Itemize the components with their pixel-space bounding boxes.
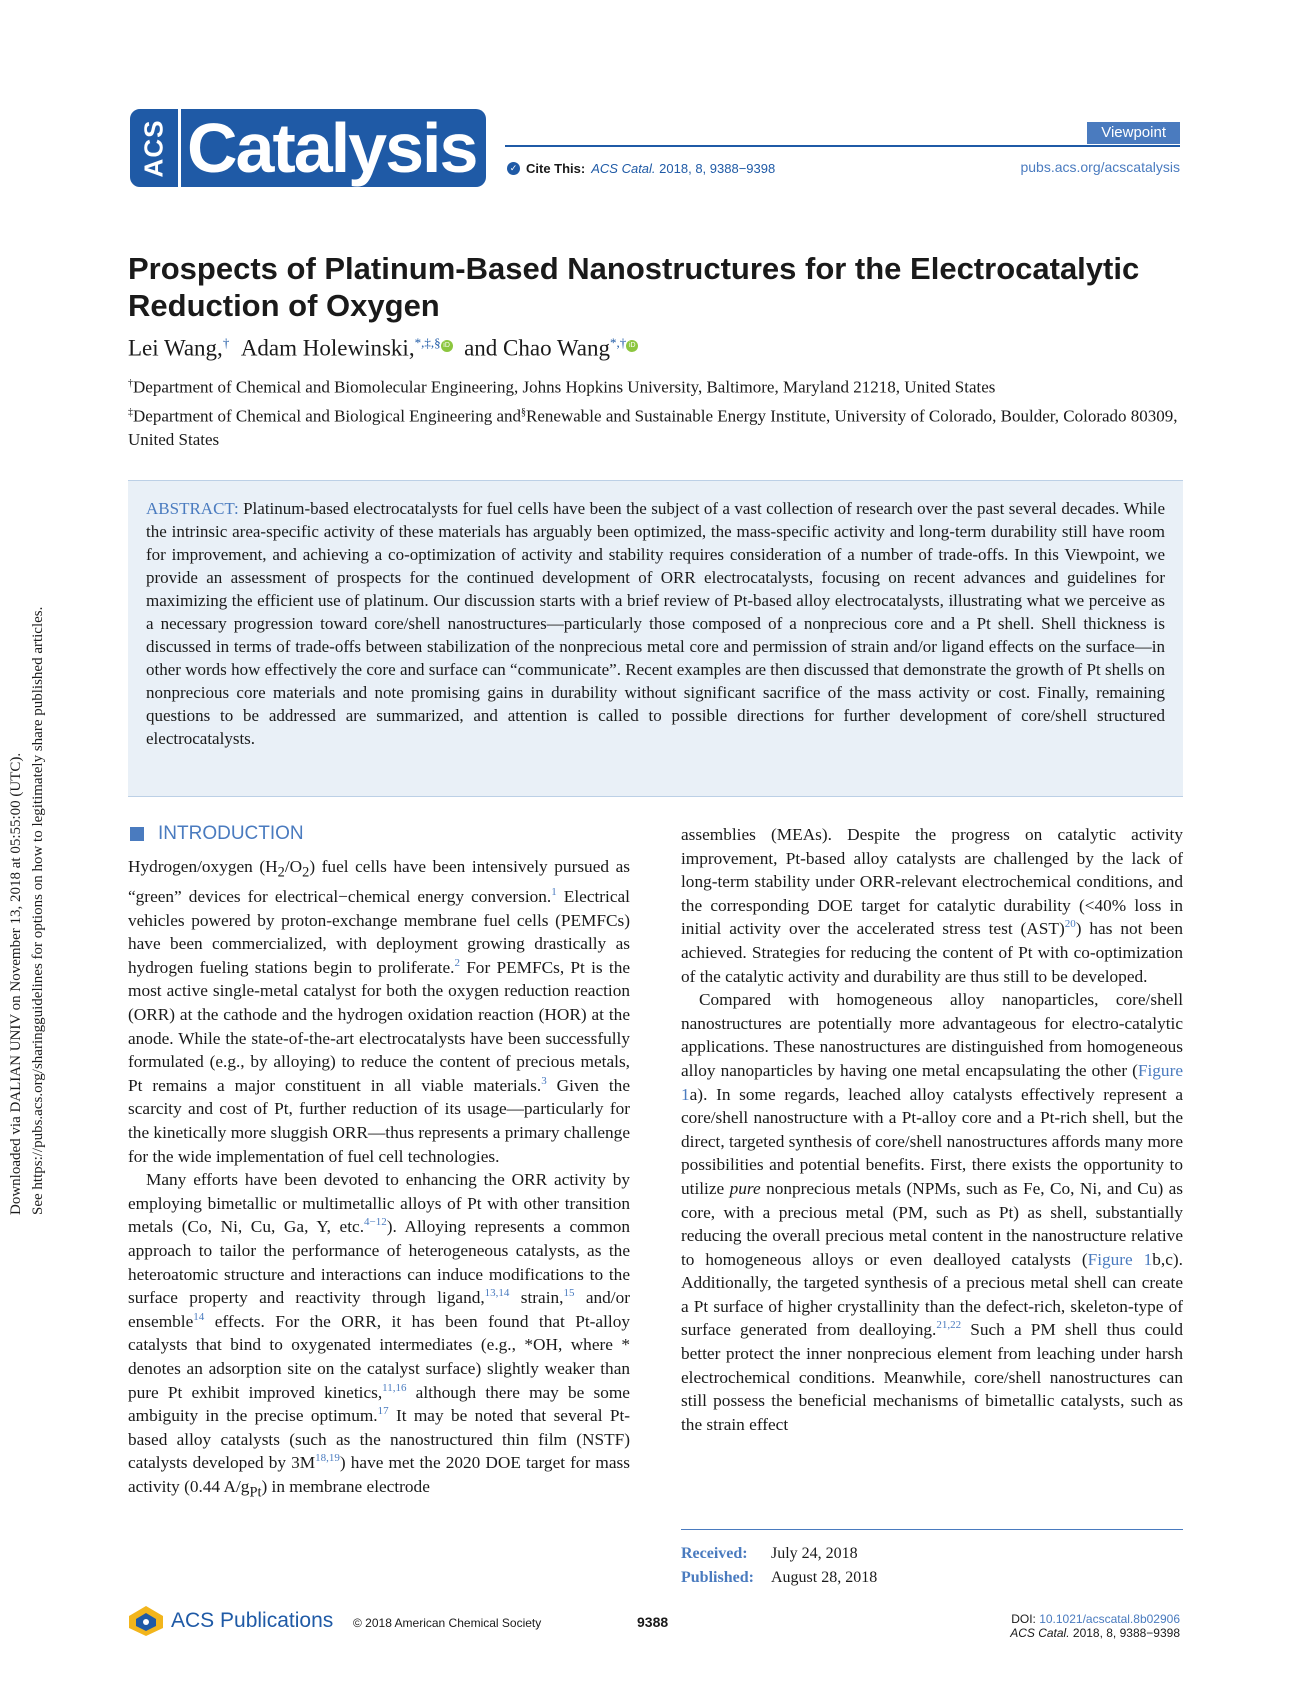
abstract-text	[146, 497, 1165, 750]
check-circle-icon: ✓	[507, 162, 520, 175]
history-divider	[681, 1529, 1183, 1530]
article-title: Prospects of Platinum-Based Nanostructures for the Electrocatalytic Reduction of Oxygen	[128, 251, 1140, 323]
paragraph: assemblies (MEAs). Despite the progress on catalytic activity improvement, Pt-based alloy catalysts are challenged by the lack of long-term stability under ORR-relevant electrochemical conditions, and the corresponding DOE target for catalytic durability (<40% loss in initial activity over the accelerated stress test (AST)$^{20}$) has not been achieved. Strategies for reducing the content of Pt with co-optimization of the catalytic activity and durability are thus still to be developed.	[681, 825, 1183, 986]
author-name: Adam Holewinski,	[240, 335, 415, 361]
citation-link[interactable]: 11,16	[382, 1381, 407, 1394]
citation-link[interactable]: 13,14	[484, 1287, 510, 1300]
section-heading: INTRODUCTION	[130, 823, 304, 845]
orcid-icon[interactable]: iD	[441, 340, 453, 352]
affiliation: ‡Department of Chemical and Biological Engineering and§Renewable and Sustainable Energy Institute, University of Colorado, Boulder, Colorado 80309, United States	[128, 406, 1178, 449]
section-square-icon	[130, 827, 144, 841]
paragraph: Hydrogen/oxygen $(H_2/O_2)$ fuel cells have been intensively pursued as “green” devices for electrical−chemical energy conversion.$^1$ Electrical vehicles powered by proton-exchange membrane fuel cells (PEMFCs) have been commercialized, with deployment growing drastically as hydrogen fueling stations begin to proliferate.$^2$ For PEMFCs, Pt is the most active single-metal catalyst for both the oxygen reduction reaction (ORR) at the cathode and the hydrogen oxidation reaction (HOR) at the anode. While the state-of-the-art electrocatalysts have been successfully formulated (e.g., by alloying) to reduce the content of precious metals, Pt remains a major constituent in all viable materials.$^3$ Given the scarcity and cost of Pt, further reduction of its usage—particularly for the kinetically more sluggish ORR—thus represents a primary challenge for the wide implementation of fuel cell technologies.	[128, 857, 630, 1166]
logo-acs-tab: ACS	[130, 109, 178, 187]
author-name: and Chao Wang	[464, 335, 610, 361]
citation-link[interactable]: 18,19	[315, 1452, 340, 1465]
citation-link[interactable]: 4−12	[364, 1216, 387, 1229]
published-date: Published: August 28, 2018	[681, 1569, 878, 1586]
citation-link[interactable]: 21,22	[936, 1319, 962, 1332]
abstract-body: Platinum-based electrocatalysts for fuel cells have been the subject of a vast collection of research over the past several decades. While the intrinsic area-specific activity of these materials has arguably been optimized, the mass-specific activity and long-term durability still have room for improvement, and achieving a co-optimization of activity and stability requires consideration of a number of trade-offs. In this Viewpoint, we provide an assessment of prospects for the continued development of ORR electrocatalysts, focusing on recent advances and guidelines for maximizing the efficient use of platinum. Our discussion starts with a brief review of Pt-based alloy electrocatalysts, illustrating what we perceive as a necessary progression toward core/shell nanostructures—particularly those composed of a nonprecious core and a Pt shell. Shell thickness is discussed in terms of trade-offs between stabilization of the nonprecious metal core and permission of strain and/or ligand effects on the surface—in other words how effectively the core and surface can “communicate”. Recent examples are then discussed that demonstrate the growth of Pt shells on nonprecious core materials and note promising gains in durability without significant sacrifice of the mass activity or cost. Finally, remaining questions to be addressed are summarized, and attention is called to possible directions for further development of core/shell structured electrocatalysts.	[146, 499, 1166, 748]
copyright: © 2018 American Chemical Society	[353, 1616, 542, 1630]
cite-this[interactable]	[507, 161, 775, 176]
paragraph: Compared with homogeneous alloy nanoparticles, core/shell nanostructures are potentially more advantageous for electro-catalytic applications. These nanostructures are distinguished from homogeneous alloy nanoparticles by having one metal encapsulating the other (Figure 1a). In some regards, leached alloy catalysts effectively represent a core/shell nanostructure with a Pt-alloy core and a Pt-rich shell, but the direct, targeted synthesis of core/shell nanostructures affords many more possibilities and potential benefits. First, there exists the opportunity to utilize pure nonprecious metals (NPMs, such as Fe, Co, Ni, and Cu) as core, with a precious metal (PM, such as Pt) as shell, substantially reducing the overall precious metal content in the nanostructure relative to homogeneous alloys or even dealloyed catalysts (Figure 1b,c). Additionally, the targeted synthesis of a precious metal shell can create a Pt surface of higher crystallinity than the defect-rich, skeleton-type of surface generated from dealloying.$^{21,22}$ Such a PM shell thus could better protect the inner nonprecious element from leaching under harsh electrochemical conditions. Meanwhile, core/shell nanostructures can still possess the beneficial mechanisms of bimetallic catalysts, such as the strain effect	[681, 990, 1184, 1434]
doi-link[interactable]: 10.1021/acscatal.8b02906	[1039, 1612, 1180, 1626]
body-column-right	[681, 823, 1183, 1436]
citation-link[interactable]: 14	[193, 1310, 205, 1323]
citation-link[interactable]: 1	[551, 886, 557, 899]
author-marks: *,†	[610, 335, 627, 350]
citation-link[interactable]: 3	[541, 1075, 547, 1088]
journal-logo	[130, 109, 486, 187]
paragraph: Many efforts have been devoted to enhancing the ORR activity by employing bimetallic or multimetallic alloys of Pt with other transition metals (Co, Ni, Cu, Ga, Y, etc.$^{4-12}$). Alloying represents a common approach to tailor the performance of heterogeneous catalysts, as the heteroatomic structure and interactions can induce modifications to the surface property and reactivity through ligand,$^{13,14}$ strain,$^{15}$ and/or ensemble$^{14}$ effects. For the ORR, it has been found that Pt-alloy catalysts that bind to oxygenated intermediates (e.g., *OH, where * denotes an adsorption site on the catalyst surface) slightly weaker than pure Pt exhibit improved kinetics,$^{11,16}$ although there may be some ambiguity in the precise optimum.$^{17}$ It may be noted that several Pt-based alloy catalysts (such as the nanostructured thin film (NSTF) catalysts developed by 3M$^{18,19}$) have met the 2020 DOE target for mass activity (0.44 $A/g_{Pt}$) in membrane electrode	[128, 1170, 630, 1501]
author-list	[128, 335, 638, 362]
figure-link[interactable]: Figure 1	[681, 1060, 1183, 1104]
cite-label: Cite This:	[526, 161, 586, 176]
citation-link[interactable]: 2	[454, 957, 460, 970]
acs-hexagon-icon	[127, 1604, 165, 1638]
section-tag: Viewpoint	[1087, 122, 1180, 144]
logo-wordmark: Catalysis	[181, 109, 486, 187]
orcid-icon[interactable]: iD	[626, 340, 638, 352]
download-note-line2[interactable]: See https://pubs.acs.org/sharingguidelines for options on how to legitimately share published articles.	[30, 606, 46, 1215]
figure-link[interactable]: Figure 1	[1087, 1249, 1153, 1269]
header-divider	[505, 145, 1180, 147]
author-marks: *,‡,§	[414, 335, 441, 350]
affiliation: †Department of Chemical and Biomolecular Engineering, Johns Hopkins University, Baltimore, Maryland 21218, United States	[128, 377, 996, 397]
citation-link[interactable]: 17	[377, 1405, 389, 1418]
journal-url[interactable]: pubs.acs.org/acscatalysis	[1020, 159, 1180, 175]
body-column-left	[128, 855, 630, 1505]
citation-link[interactable]: 15	[563, 1287, 575, 1300]
acs-publications-logo[interactable]: ACS Publications	[127, 1604, 333, 1638]
doi-block: DOI: 10.1021/acscatal.8b02906 ACS Catal. 2018, 8, 9388−9398	[1010, 1612, 1180, 1640]
author-marks: †	[222, 335, 230, 350]
abstract-label: ABSTRACT:	[146, 499, 239, 518]
download-note-line1: Downloaded via DALIAN UNIV on November 13, 2018 at 05:55:00 (UTC).	[8, 752, 24, 1215]
page-number: 9388	[637, 1614, 669, 1630]
author-name: Lei Wang,	[128, 335, 223, 361]
cite-reference[interactable]: ACS Catal. 2018, 8, 9388−9398	[591, 161, 776, 176]
citation-link[interactable]: 20	[1064, 918, 1076, 931]
received-date: Received: July 24, 2018	[681, 1545, 858, 1562]
